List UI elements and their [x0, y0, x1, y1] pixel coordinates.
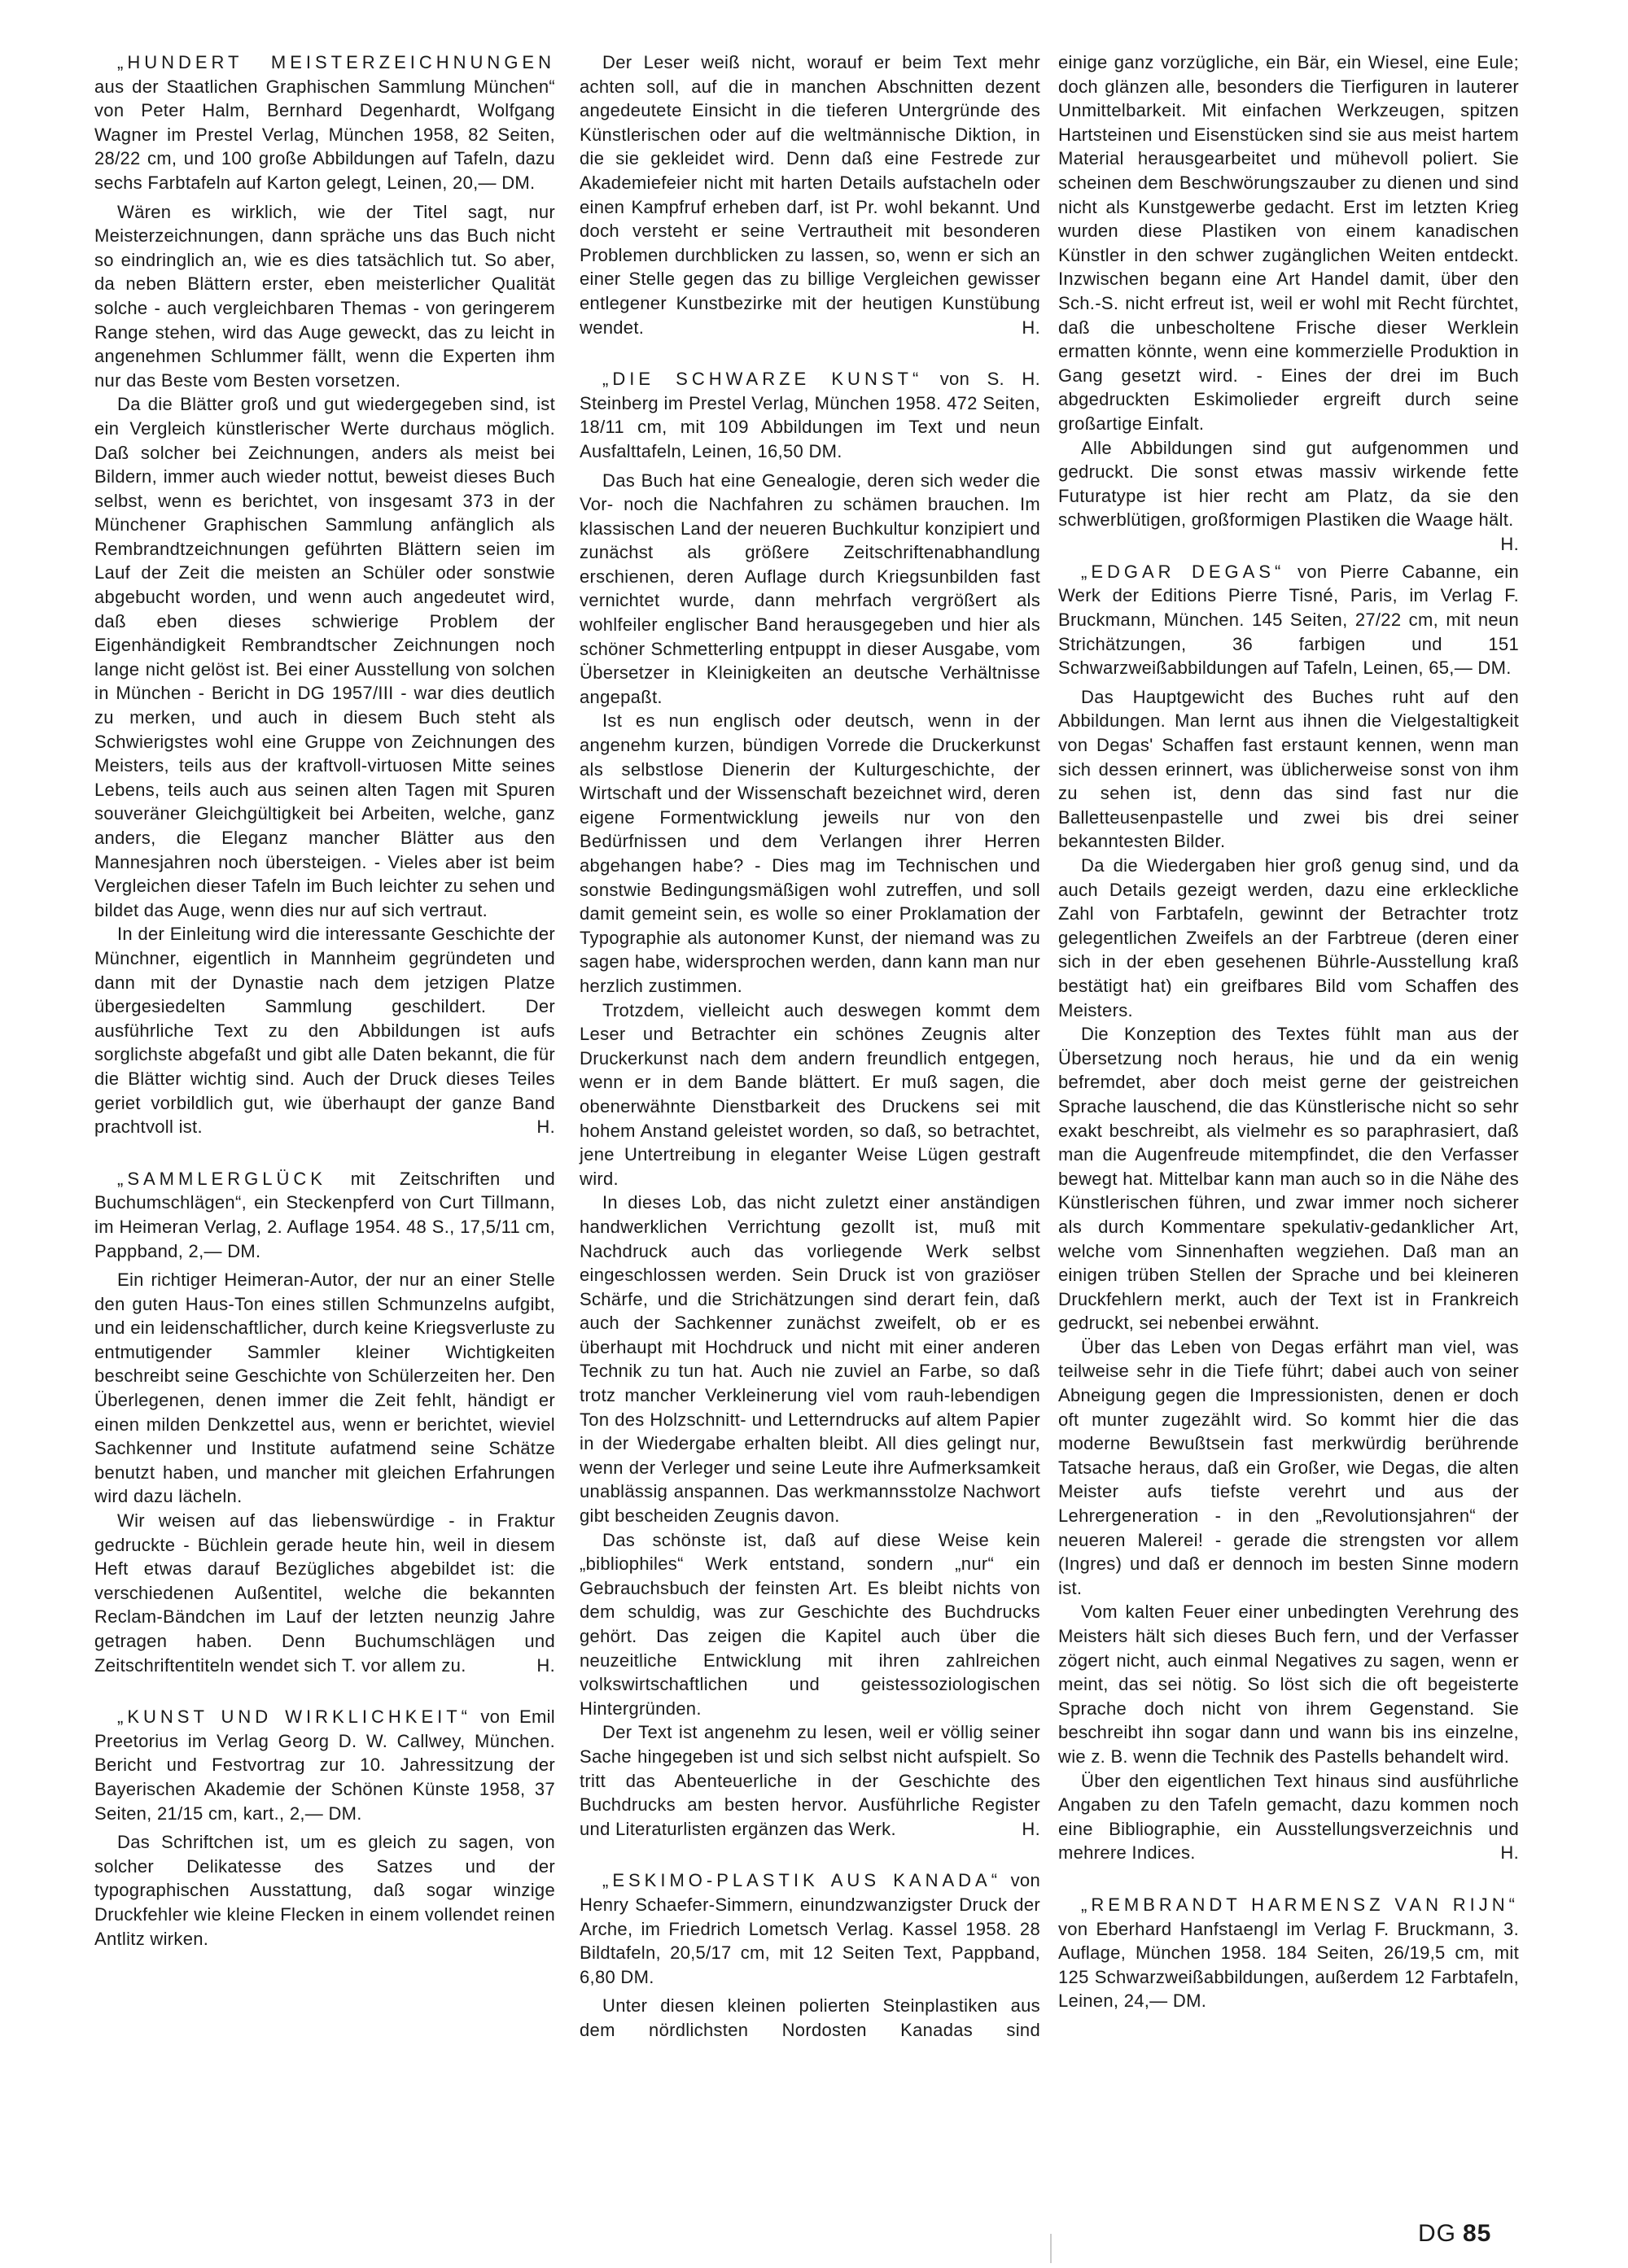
book-title: „KUNST UND WIRKLICHKEIT“ — [117, 1706, 471, 1728]
paragraph-text: Alle Abbildungen sind gut aufgenommen und gedruckt. Die sonst etwas massiv wirkende fette Futuratype ist hier recht am Platz, da sie den schwerblütigen, großformigen Plastiken die Waage hält. — [1058, 437, 1519, 531]
review-paragraph — [580, 709, 1040, 998]
column-1 — [94, 50, 555, 1951]
review-paragraph — [580, 1528, 1040, 1721]
paragraph-text: Die Konzeption des Textes fühlt man aus der Übersetzung noch heraus, hie und da ein wenig befremdet, aber doch meist gerne der geistreichen Sprache lauschend, die das Künstlerische nicht so sehr exakt beschreibt, als vielmehr es so paraphrasiert, daß man die Augenfreude mitempfindet, die den Verfasser bewegt hat. Mittelbar kann man auch so in die Nähe des Künstlerischen führen, und zwar immer noch sicherer als durch Kommentare spekulativ-gedanklicher Art, welche vom Sinnenhaften wegziehen. Daß man an einigen trüben Stellen der Sprache und bei kleineren Druckfehlern merkt, auch der Text ist in Frankreich gedruckt, sei nebenbei erwähnt. — [1058, 1024, 1519, 1334]
paragraph-text: Da die Blätter groß und gut wiedergegeben sind, ist ein Vergleich künstlerischer Werte durchaus möglich. Daß solcher bei Zeichnungen, anders als meist bei Bildern, immer auch wieder nottut, beweist dieses Buch selbst, wenn es berichtet, von insgesamt 373 in der Münchener Graphischen Sammlung anfänglich als Rembrandtzeichnungen geführten Blättern seien im Lauf der Zeit die meisten an Schüler oder sonstwie abgebucht worden, und wenn auch angedeutet wird, daß eben dieses schwierige Problem der Eigenhändigkeit Rembrandtscher Zeichnungen noch lange nicht gelöst ist. Bei einer Ausstellung von solchen in München - Bericht in DG 1957/III - war dies deutlich zu merken, und auch in diesem Buch steht als Schwierigstes wohl eine Gruppe von Zeichnungen des Meisters, teils aus der kraftvoll-virtuosen Mitte seines Lebens, teils auch aus seinen alten Tagen mit Spuren souveräner Gleichgültigkeit bei Arbeiten, welche, ganz anders, die Eleganz mancher Blätter aus den Mannesjahren noch übersteigen. - Vieles aber ist beim Vergleichen dieser Tafeln im Buch leichter zu sehen und bildet das Auge, wenn dies nur auf sich vertraut. — [94, 394, 555, 920]
review-paragraph — [580, 1994, 1040, 2042]
review-paragraph — [1058, 1769, 1519, 1865]
paragraph-text: Das schönste ist, daß auf diese Weise kein „bibliophiles“ Werk entstand, sondern „nur“ ein Gebrauchsbuch der feinsten Art. Es bleibt nichts von dem schuldig, was zur Geschichte des Buchdrucks gehört. Das zeigen die Kapitel auch über die neuzeitliche Entwicklung mit ihren zahlreichen volkswirtschaftlichen und geistessoziologischen Hintergründen. — [580, 1529, 1040, 1719]
bibliographic-details: von Eberhard Hanfstaengl im Verlag F. Bruckmann, 3. Auflage, München 1958. 184 Seiten, 26/19,5 cm, mit 125 Schwarzweißabbildungen, außerdem 12 Farbtafeln, Leinen, 24,— DM. — [1058, 1918, 1519, 2012]
bibliographic-details: aus der Staatlichen Graphischen Sammlung München“ von Peter Halm, Bernhard Degenhardt, Wolfgang Wagner im Prestel Verlag, München 1958, 82 Seiten, 28/22 cm, und 100 große Abbildungen auf Tafeln, dazu sechs Farbtafeln auf Karton gelegt, Leinen, 20,— DM. — [94, 76, 555, 193]
journal-abbreviation: DG — [1418, 2220, 1456, 2247]
author-signature: H. — [536, 1117, 555, 1138]
book-title: „DIE SCHWARZE KUNST“ — [602, 369, 923, 390]
page-number: 85 — [1463, 2220, 1492, 2247]
paragraph-text: Wir weisen auf das liebenswürdige - in Fraktur gedruckte - Büchlein gerade heute hin, weil in diesem Heft etwas darauf Bezügliches abgebildet ist: die verschiedenen Außentitel, welche die bekannten Reclam-Bändchen im Lauf der letzten neunzig Jahre getragen haben. Denn Buchumschlägen und Zeitschriftentiteln wendet sich T. vor allem zu. — [94, 1510, 555, 1676]
review-heading — [94, 1705, 555, 1825]
book-title: „HUNDERT MEISTERZEICHNUNGEN — [117, 52, 555, 72]
paragraph-text: Da die Wiedergaben hier groß genug sind, und da auch Details gezeigt werden, dazu eine erkleckliche Zahl von Farbtafeln, gewinnt der Betrachter trotz gelegentlichen Zweifels an der Farbtreue (deren einer sich in der eben gesehenen Bührle-Ausstellung kraß bestätigt hat) ein greifbares Bild vom Schaffen des Meisters. — [1058, 855, 1519, 1020]
paragraph-text: Trotzdem, vielleicht auch deswegen kommt dem Leser und Betrachter ein schönes Zeugnis alter Druckerkunst nach dem andern freundlich entgegen, wenn er in dem Bande blättert. Er muß sagen, die obenerwähnte Dienstbarkeit des Druckens sei mit hohem Anstand geleistet worden, so daß, so betrachtet, jene Untertreibung in eleganter Weise Lügen gestraft wird. — [580, 999, 1040, 1189]
review-paragraph — [580, 469, 1040, 710]
review-paragraph — [94, 1509, 555, 1677]
review-heading — [1058, 560, 1519, 680]
bibliographic-details: von S. H. Steinberg im Prestel Verlag, München 1958. 472 Seiten, 18/11 cm, mit 109 Abbildungen im Text und neun Ausfalttafeln, Leinen, 16,50 DM. — [580, 369, 1041, 461]
review-heading — [580, 1868, 1040, 1989]
paragraph-text: Ist es nun englisch oder deutsch, wenn in der angenehm kurzen, bündigen Vorrede die Druckerkunst als selbstlose Dienerin der Kulturgeschichte, der Wirtschaft und der Wissenschaft bezeichnet wird, deren eigene Formentwicklung jeweils nur von den Bedürfnissen und dem Verlangen ihrer Herren abgehangen habe? - Dies mag im Technischen und sonstwie Bedingungsmäßigen wohl zutreffen, und soll damit gemeint sein, es wolle so einer Proklamation der Typographie als autonomer Kunst, der niemand was zu sagen habe, widersprochen werden, dann kann man nur herzlich zustimmen. — [580, 710, 1040, 996]
bibliographic-details: von Henry Schaefer-Simmern, einundzwanzigster Druck der Arche, im Friedrich Lometsch Verlag. Kassel 1958. 28 Bildtafeln, 20,5/17 cm, mit 12 Seiten Text, Pappband, 6,80 DM. — [580, 1870, 1040, 1987]
review-heading — [94, 50, 555, 195]
review-paragraph — [1058, 1600, 1519, 1768]
review-paragraph — [94, 922, 555, 1138]
author-signature: H. — [1500, 1842, 1519, 1864]
column-2 — [580, 50, 1040, 2043]
paragraph-text: Der Text ist angenehm zu lesen, weil er völlig seiner Sache hingegeben ist und sich selbst nicht aufspielt. So tritt das Abenteuerliche in der Geschichte des Buchdrucks am besten hervor. Ausführliche Register und Literaturlisten ergänzen das Werk. — [580, 1722, 1040, 1839]
review-paragraph — [580, 1720, 1040, 1841]
review-paragraph — [1058, 1022, 1519, 1335]
review-paragraph — [1058, 1335, 1519, 1601]
paragraph-text: Über den eigentlichen Text hinaus sind ausführliche Angaben zu den Tafeln gemacht, dazu kommen noch eine Bibliographie, ein Ausstellungsverzeichnis und mehrere Indices. — [1058, 1770, 1519, 1864]
bibliographic-details: von Pierre Cabanne, ein Werk der Editions Pierre Tisné, Paris, im Verlag F. Bruckmann, München. 145 Seiten, 27/22 cm, mit neun Strichätzungen, 36 farbigen und 151 Schwarzweißabbildungen auf Tafeln, Leinen, 65,— DM. — [1058, 561, 1519, 679]
bibliographic-details: mit Zeitschriften und Buchumschlägen“, ein Steckenpferd von Curt Tillmann, im Heimeran Verlag, 2. Auflage 1954. 48 S., 17,5/11 cm, Pappband, 2,— DM. — [94, 1168, 555, 1261]
author-signature: H. — [1022, 1818, 1040, 1839]
paragraph-text: Der Leser weiß nicht, worauf er beim Text mehr achten soll, auf die in manchen Abschnitten dezent angedeutete Einsicht in die tieferen Untergründe des Künstlerischen oder auf die weltmännische Diktion, in die sie gekleidet wird. Denn daß eine Festrede zur Akademiefeier nicht mit harten Details aufstacheln oder einen Kampfruf erheben darf, ist Pr. wohl bekannt. Und doch versteht er seine Vertrautheit mit besonderen Problemen durchblicken zu lassen, so, wenn er sich an einer Stelle gegen das zu billige Vergleichen gewisser entlegener Kunstbezirke mit der heutigen Kunstübung wendet. — [580, 52, 1040, 338]
review-heading — [580, 367, 1040, 463]
paragraph-text: Das Schriftchen ist, um es gleich zu sagen, von solcher Delikatesse des Satzes und der typographischen Ausstattung, daß sogar winzige Druckfehler wie kleine Flecken in einem vollendet reinen Antlitz wirken. — [94, 1832, 555, 1949]
paragraph-text: Unter diesen kleinen polierten Steinplastiken aus dem nördlichsten Nordosten Kanadas sind — [580, 1995, 1040, 2040]
review-paragraph — [580, 1191, 1040, 1527]
paragraph-text: In der Einleitung wird die interessante Geschichte der Münchner, eigentlich in Mannheim gegründeten und dann mit der Dynastie nach dem jetzigen Platze übergesiedelten Sammlung geschildert. Der ausführliche Text zu den Abbildungen ist aufs sorglichste abgefaßt und gibt alle Daten bekannt, die für die Blätter wichtig sind. Auch der Druck dieses Teiles geriet vorbildlich gut, wie überhaupt der ganze Band prachtvoll ist. — [94, 924, 555, 1138]
review-paragraph — [94, 392, 555, 922]
print-mark — [1050, 2234, 1052, 2263]
paragraph-text: Vom kalten Feuer einer unbedingten Verehrung des Meisters hält sich dieses Buch fern, und der Verfasser zögert nicht, auch einmal Negatives zu sagen, wenn er meint, das sei nötig. So löst sich die oft begeisterte Sprache doch nicht von ihrem Gegenstand. Sie beschreibt ihn sogar dann und wann bis ins einzelne, wie z. B. wenn die Technik des Pastells behandelt wird. — [1058, 1602, 1519, 1767]
author-signature: H. — [1500, 533, 1519, 554]
review-paragraph — [1058, 436, 1519, 554]
review-paragraph — [580, 50, 1040, 339]
review-paragraph — [94, 1830, 555, 1951]
book-title: „SAMMLERGLÜCK — [117, 1168, 326, 1189]
book-title: „EDGAR DEGAS“ — [1081, 561, 1285, 582]
book-title: „REMBRANDT HARMENSZ VAN RIJN“ — [1081, 1894, 1519, 1915]
paragraph-text: Das Hauptgewicht des Buches ruht auf den Abbildungen. Man lernt aus ihnen die Vielgestaltigkeit von Degas' Schaffen fast erstaunt kennen, wenn man sich dessen erinnert, was üblicherweise sonst von ihm zu sehen ist, denn das sind fast nur die Balletteusenpastelle und zwei bis drei seiner bekanntesten Bilder. — [1058, 686, 1519, 852]
book-title: „ESKIMO-PLASTIK AUS KANADA“ — [602, 1870, 1002, 1891]
review-paragraph — [1058, 50, 1519, 436]
paragraph-text: Über das Leben von Degas erfährt man viel, was teilweise sehr in die Tiefe führt; dabei auch von seiner Abneigung gegen die Impressionisten, denen er doch oft munter zugezählt wird. So kommt hier die das moderne Bewußtsein fast merkwürdig berührende Tatsache heraus, daß ein Großer, wie Degas, die alten Meister aufs tiefste verehrt und aus der Lehrergeneration - in den „Revolutionsjahren“ der neueren Malerei! - gerade die strengsten vor allem (Ingres) und daß er dennoch im besten Sinne modern ist. — [1058, 1336, 1519, 1598]
review-heading — [94, 1167, 555, 1263]
paragraph-text: In dieses Lob, das nicht zuletzt einer anständigen handwerklichen Verrichtung gezollt ist, muß mit Nachdruck auch das vorliegende Werk selbst eingeschlossen werden. Sein Druck ist von graziöser Schärfe, und die Strichätzungen sind derart fein, daß auch der Sachkenner zunächst zweifelt, ob er es überhaupt mit Hochdruck und nicht mit einer anderen Technik zu tun hat. Auch nie zuviel an Farbe, so daß trotz mancher Verkleinerung viel vom rauh-lebendigen Ton des Holzschnitt- und Letterndrucks auf altem Papier in der Wiedergabe erhalten bleibt. All dies gelingt nur, wenn der Verleger und seine Leute ihre Aufmerksamkeit unablässig anspannen. Das werkmannsstolze Nachwort gibt bescheiden Zeugnis davon. — [580, 1192, 1040, 1527]
paragraph-text: einige ganz vorzügliche, ein Bär, ein Wiesel, eine Eule; doch glänzen alle, besonders die Tierfiguren in lauterer Unmittelbarkeit. Mit einfachen Werkzeugen, spitzen Hartsteinen und Eisenstücken sind sie aus meist hartem Material herausgearbeitet und mühevoll poliert. Sie scheinen dem Beschwörungszauber zu dienen und sind nicht als Kunstgewerbe gedacht. Erst im letzten Krieg wurden diese Plastiken von einem kanadischen Künstler in den schwer zugänglichen Weiten entdeckt. Inzwischen begann eine Art Handel damit, über den Sch.-S. nicht erfreut ist, weil er wohl mit Recht fürchtet, daß die unbescholtene Frische dieser Werklein ermatten könnte, wenn eine kommerzielle Produktion in Gang gesetzt wird. - Eines der drei im Buch abgedruckten Eskimolieder ergreift durch seine großartige Einfalt. — [1058, 52, 1519, 434]
review-paragraph — [580, 999, 1040, 1191]
review-paragraph — [1058, 685, 1519, 854]
bibliographic-details: von Emil Preetorius im Verlag Georg D. W. Callwey, München. Bericht und Festvortrag zur 10. Jahressitzung der Bayerischen Akademie der Schönen Künste 1958, 37 Seiten, 21/15 cm, kart., 2,— DM. — [94, 1706, 555, 1824]
review-paragraph — [1058, 854, 1519, 1022]
review-heading — [1058, 1893, 1519, 2013]
paragraph-text: Das Buch hat eine Genealogie, deren sich weder die Vor- noch die Nachfahren zu schämen brauchen. Im klassischen Land der neueren Buchkultur konzipiert und zunächst als größere Zeitschriftenabhandlung erschienen, deren Auflage durch Kriegsunbilden fast vernichtet wurde, dann mehrfach vergrößert als wohlfeiler englischer Band herausgegeben und hier als schöner Schmetterling entpuppt in dieser Ausgabe, vom Übersetzer in Kleinigkeiten an deutsche Verhältnisse angepaßt. — [580, 470, 1040, 707]
author-signature: H. — [536, 1654, 555, 1676]
review-paragraph — [94, 1268, 555, 1509]
review-paragraph — [94, 200, 555, 393]
column-3 — [1058, 50, 1519, 2018]
author-signature: H. — [1022, 317, 1040, 338]
page-footer — [1418, 2220, 1491, 2248]
paragraph-text: Ein richtiger Heimeran-Autor, der nur an einer Stelle den guten Haus-Ton eines stillen Schmunzelns aufgibt, und ein leidenschaftlicher, durch keine Kriegsverluste zu entmutigender Sammler kleiner Wichtigkeiten beschreibt seine Geschichte von Schülerzeiten her. Den Überlegenen, denen immer die Zeit fehlt, händigt er einen milden Denkzettel aus, wenn er berichtet, wieviel Sachkenner und Institute aufatmend seine Schätze benutzt haben, und mancher mit gleichen Erfahrungen wird dazu lächeln. — [94, 1269, 555, 1507]
paragraph-text: Wären es wirklich, wie der Titel sagt, nur Meisterzeichnungen, dann spräche uns das Buch nicht so eindringlich an, wie es dies tatsächlich tut. So aber, da neben Blättern erster, eben meisterlicher Qualität solche - auch vergleichbaren Themas - von geringerem Range stehen, wird das Auge geweckt, das zu leicht in angenehmen Schlummer fällt, wenn die Experten ihm nur das Beste vom Besten vorsetzen. — [94, 201, 555, 391]
